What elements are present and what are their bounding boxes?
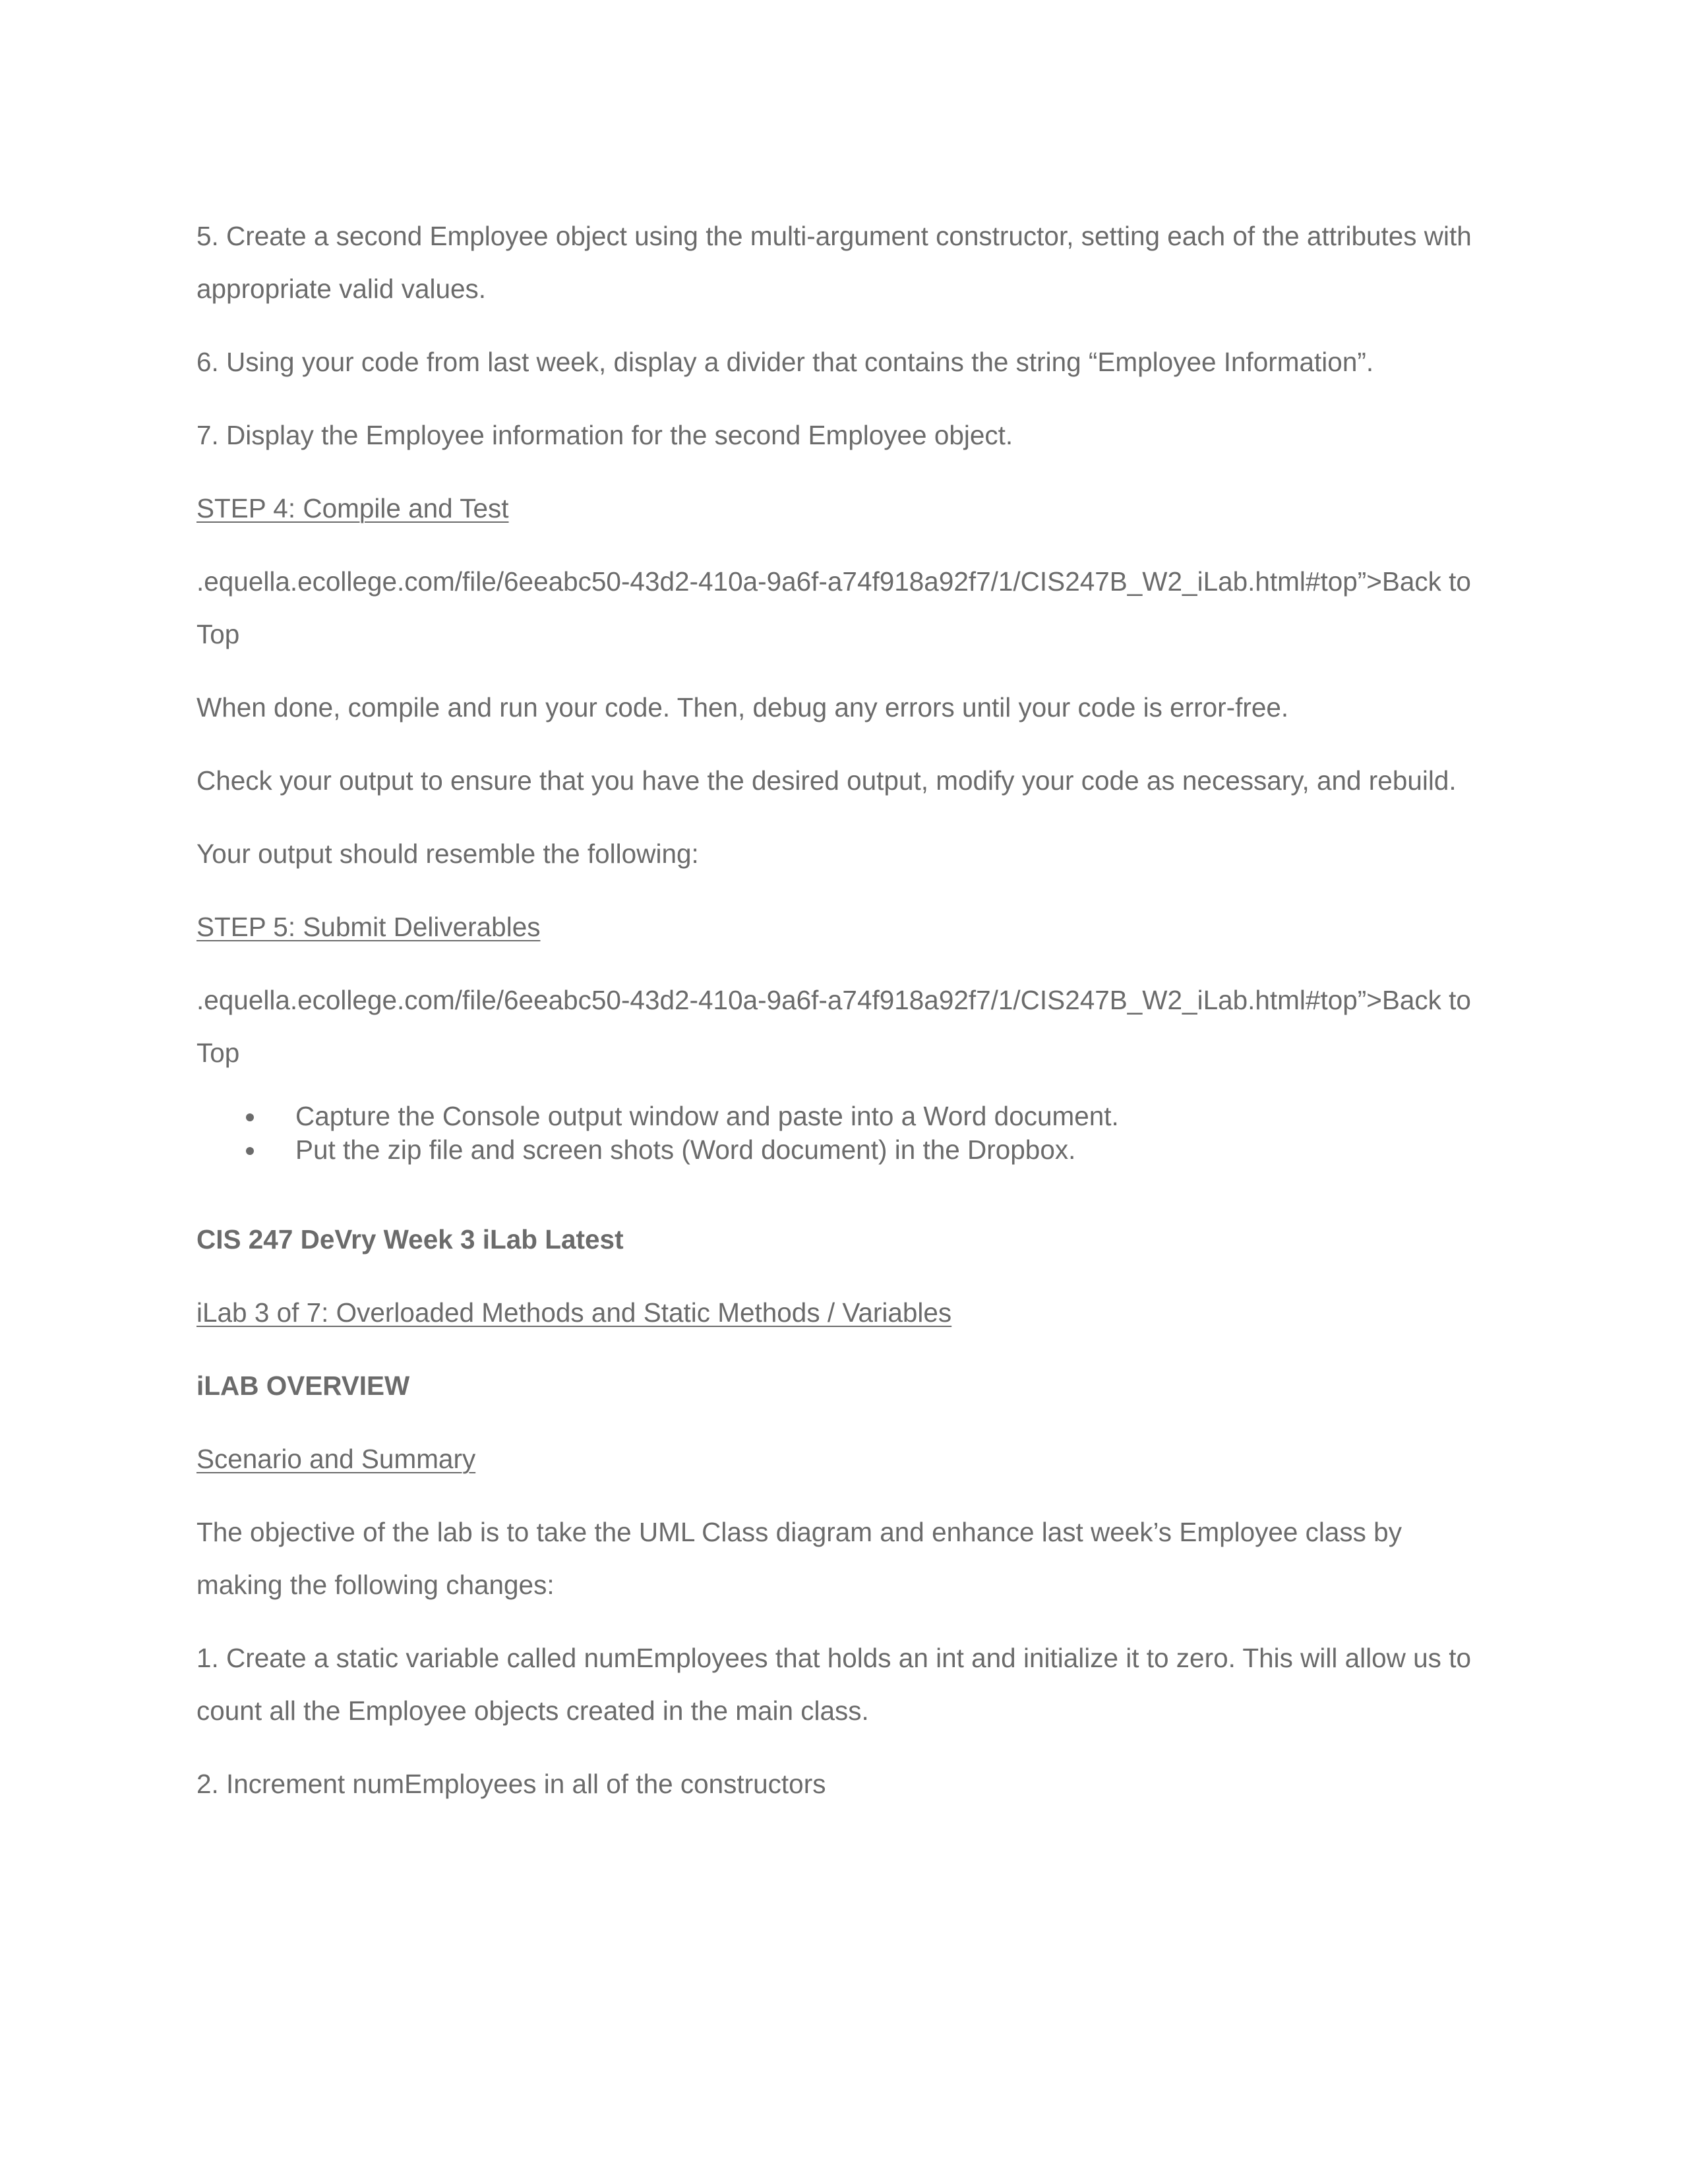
ilab-subtitle-link[interactable]: iLab 3 of 7: Overloaded Methods and Static Methods / Variables bbox=[196, 1297, 952, 1328]
list-item bbox=[196, 1100, 1489, 1133]
paragraph-compile: When done, compile and run your code. Then, debug any errors until your code is error-free. bbox=[196, 692, 1289, 723]
step4-heading[interactable] bbox=[196, 482, 1489, 535]
ilab-subtitle[interactable] bbox=[196, 1286, 1489, 1339]
document-body bbox=[196, 210, 1489, 1831]
overview-heading: iLAB OVERVIEW bbox=[196, 1371, 410, 1401]
scenario-heading-link[interactable]: Scenario and Summary bbox=[196, 1444, 476, 1474]
step4-heading-link[interactable]: STEP 4: Compile and Test bbox=[196, 493, 509, 523]
list-item-text: Put the zip file and screen shots (Word document) in the Dropbox. bbox=[295, 1135, 1076, 1165]
paragraph-step6: 6. Using your code from last week, display a divider that contains the string “Employee Information”. bbox=[196, 347, 1374, 377]
bullet-icon bbox=[246, 1147, 254, 1155]
step5-heading[interactable] bbox=[196, 900, 1489, 953]
paragraph-check-output: Check your output to ensure that you have the desired output, modify your code as necessary, and rebuild. bbox=[196, 765, 1457, 796]
back-to-top-link-1[interactable]: .equella.ecollege.com/file/6eeabc50-43d2-410a-9a6f-a74f918a92f7/1/CIS247B_W2_iLab.html#top”>Back to Top bbox=[196, 566, 1471, 649]
bullet-icon bbox=[246, 1113, 254, 1121]
list-item-text: Capture the Console output window and paste into a Word document. bbox=[295, 1101, 1119, 1131]
paragraph-increment: 2. Increment numEmployees in all of the constructors bbox=[196, 1769, 826, 1799]
paragraph-step7: 7. Display the Employee information for the second Employee object. bbox=[196, 420, 1013, 450]
week3-title: CIS 247 DeVry Week 3 iLab Latest bbox=[196, 1224, 624, 1254]
step5-heading-link[interactable]: STEP 5: Submit Deliverables bbox=[196, 912, 541, 942]
paragraph-objective: The objective of the lab is to take the UML Class diagram and enhance last week’s Employee class by making the following changes: bbox=[196, 1517, 1402, 1600]
paragraph-static-variable: 1. Create a static variable called numEmployees that holds an int and initialize it to zero. This will allow us to count all the Employee objects created in the main class. bbox=[196, 1643, 1471, 1726]
scenario-heading[interactable] bbox=[196, 1432, 1489, 1485]
deliverables-list bbox=[196, 1100, 1489, 1167]
list-item bbox=[196, 1133, 1489, 1167]
paragraph-resemble: Your output should resemble the following: bbox=[196, 839, 699, 869]
back-to-top-link-2[interactable]: .equella.ecollege.com/file/6eeabc50-43d2-410a-9a6f-a74f918a92f7/1/CIS247B_W2_iLab.html#top”>Back to Top bbox=[196, 985, 1471, 1068]
paragraph-step5: 5. Create a second Employee object using the multi-argument constructor, setting each of the attributes with appropriate valid values. bbox=[196, 221, 1472, 304]
